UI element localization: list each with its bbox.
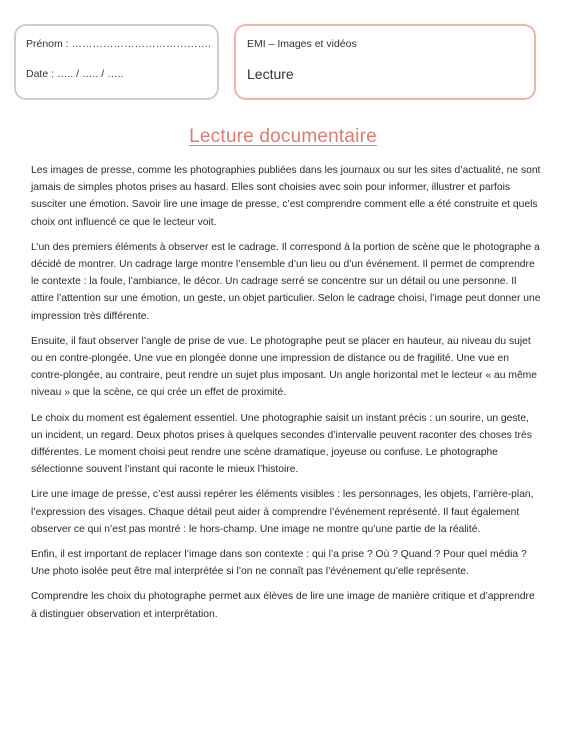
page-title: Lecture documentaire bbox=[189, 126, 377, 147]
student-info-box bbox=[14, 24, 219, 100]
date-field[interactable]: Date : ….. / ….. / ….. bbox=[26, 68, 124, 80]
paragraph-framing: L’un des premiers éléments à observer est le cadrage. Il correspond à la portion de scène que le photographe a décidé de montrer. Un cadrage large montre l’ensemble d’un lieu ou d’un événement. Il permet de comprendre le contexte : la foule, l’ambiance, le décor. Un cadrage serré se concentre sur un détail ou une personne. Il attire l’attention sur une émotion, un geste, un objet particulier. Selon le cadrage choisi, l’image peut donner une impression très différente. bbox=[31, 241, 541, 322]
document-body bbox=[31, 162, 541, 631]
activity-label: Lecture bbox=[247, 66, 294, 82]
paragraph-moment: Le choix du moment est également essentiel. Une photographie saisit un instant précis : un sourire, un geste, un incident, un regard. Deux photos prises à quelques secondes d’intervalle peuvent raconter des choses très différentes. Le moment choisi peut rendre une scène dramatique, joyeuse ou confuse. Le photographe sélectionne souvent l’instant qui raconte le mieux l’histoire. bbox=[31, 412, 532, 476]
paragraph-context: Enfin, il est important de replacer l’image dans son contexte : qui l’a prise ? Où ? Quand ? Pour quel média ? Une photo isolée peut être mal interprétée si l’on ne connaît pas l’événement qu’elle représente. bbox=[31, 549, 527, 578]
course-info-box bbox=[234, 24, 536, 100]
paragraph-intro: Les images de presse, comme les photographies publiées dans les journaux ou sur les sites d’actualité, ne sont jamais de simples photos prises au hasard. Elles sont choisies avec soin pour informer, illustrer et parfois susciter une émotion. Savoir lire une image de presse, c’est comprendre comment elle a été construite et quels choix ont influencé ce que le lecteur voit. bbox=[31, 165, 541, 228]
paragraph-angle: Ensuite, il faut observer l’angle de prise de vue. Le photographe peut se placer en hauteur, au niveau du sujet ou en contre-plongée. Une vue en plongée donne une impression de distance ou de fragilité. Une vue en contre-plongée, au contraire, peut rendre un sujet plus imposant. Un angle horizontal met le lecteur « au même niveau » que la scène, ce qui crée un effet de proximité. bbox=[31, 335, 537, 399]
first-name-field[interactable]: Prénom : …………………………………. bbox=[26, 38, 211, 50]
paragraph-visible-elements: Lire une image de presse, c’est aussi repérer les éléments visibles : les personnages, les objets, l’arrière-plan, l’expression des visages. Chaque détail peut aider à comprendre l’événement représenté. Il faut également observer ce qui n’est pas montré : le hors-champ. Une image ne montre qu’une partie de la réalité. bbox=[31, 489, 534, 535]
course-label: EMI – Images et vidéos bbox=[247, 38, 357, 50]
paragraph-conclusion: Comprendre les choix du photographe permet aux élèves de lire une image de manière critique et d’apprendre à distinguer observation et interprétation. bbox=[31, 591, 535, 620]
